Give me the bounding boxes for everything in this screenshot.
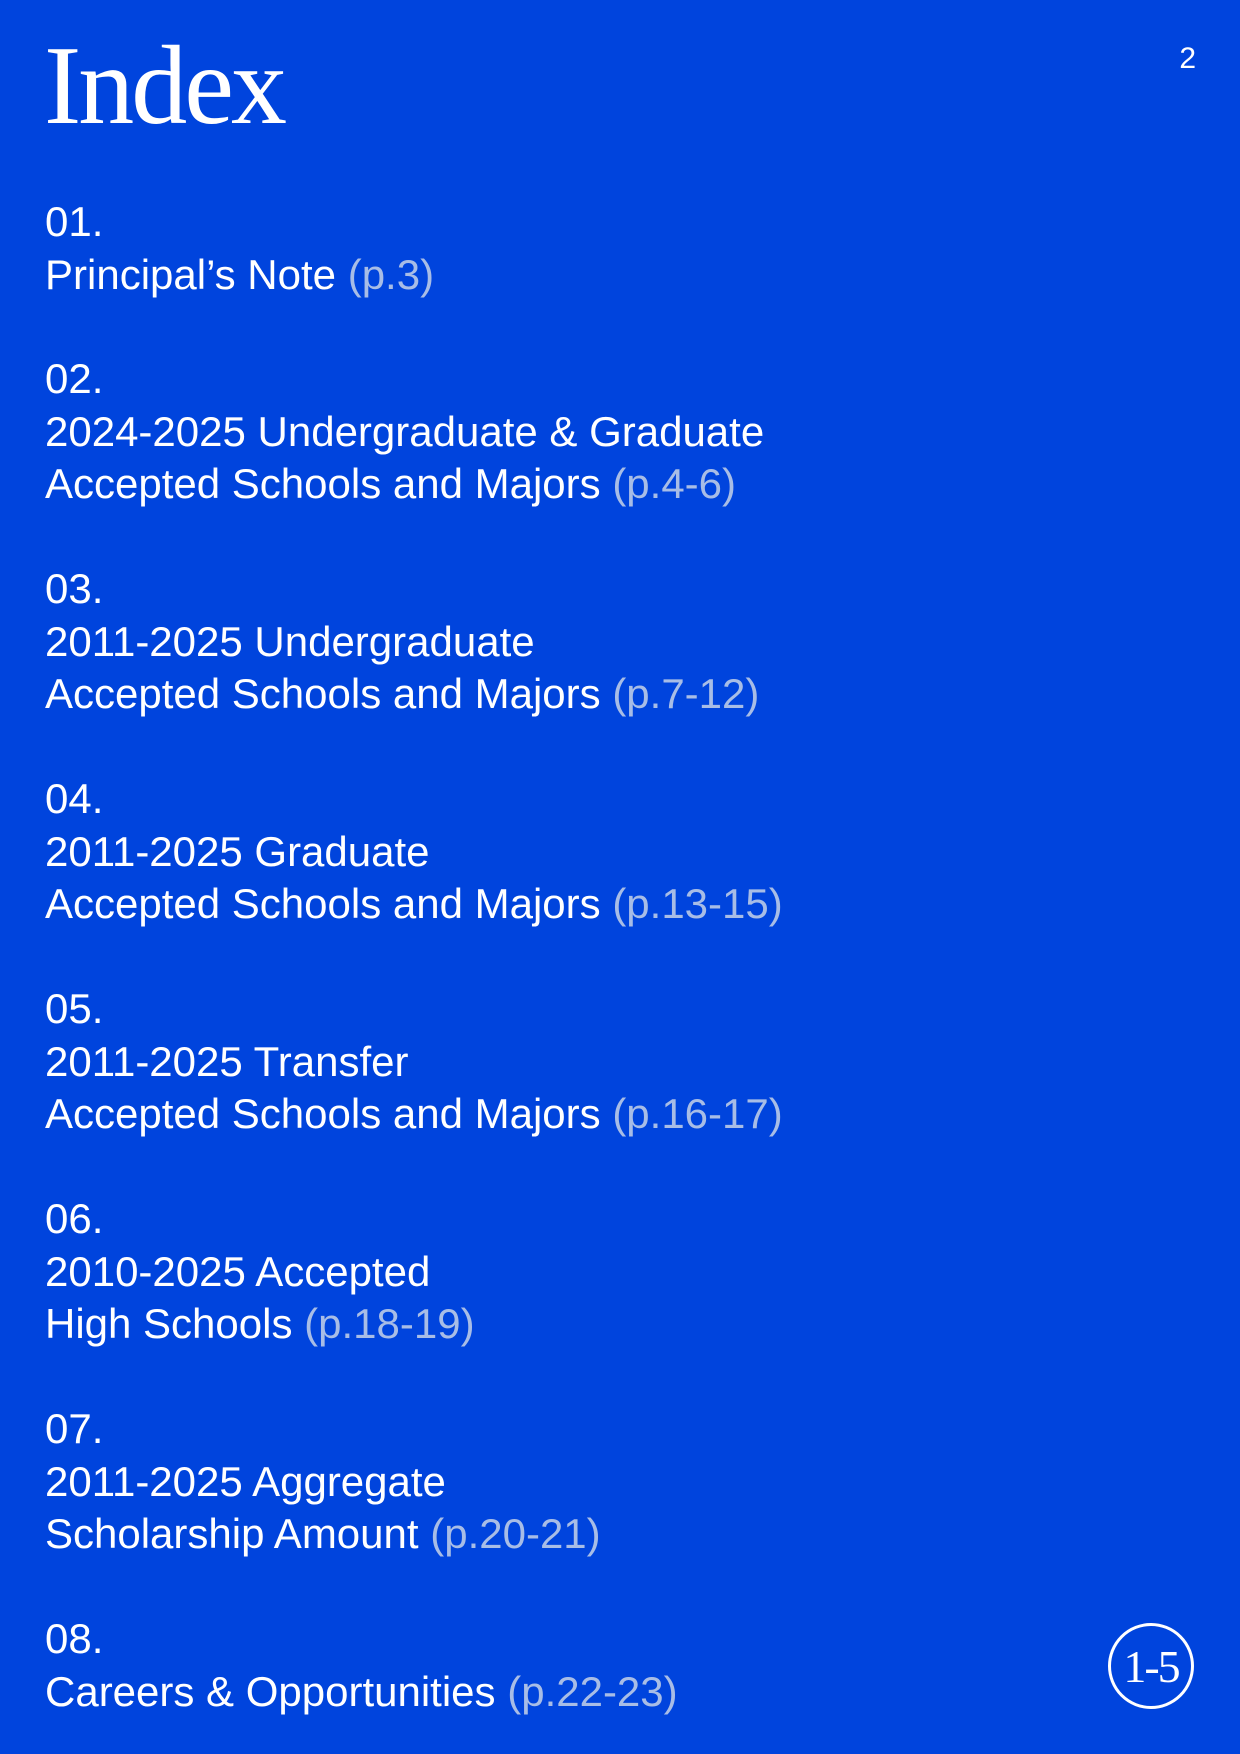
entry-page-range: (p.18-19) [304, 1300, 475, 1347]
entry-page-range: (p.4-6) [612, 460, 737, 507]
entry-page-range: (p.16-17) [612, 1090, 783, 1137]
entry-title-line [45, 1298, 475, 1351]
entry-title: Careers & Opportunities [45, 1667, 496, 1715]
page-number: 2 [1179, 42, 1196, 75]
entry-title-line [45, 1508, 601, 1561]
entry-title-line: 2011-2025 Aggregate [45, 1457, 446, 1505]
toc-entry-06[interactable] [45, 1193, 475, 1351]
entry-number: 05. [45, 985, 104, 1032]
entry-title-line: 2011-2025 Graduate [45, 827, 430, 875]
entry-title: Accepted Schools and Majors [45, 670, 601, 717]
entry-page-range: (p.20-21) [430, 1510, 601, 1557]
entry-number: 07. [45, 1405, 104, 1452]
section-range-badge: 1-5 [1108, 1623, 1194, 1709]
entry-title-line [45, 249, 434, 302]
entry-title-line [45, 1088, 783, 1141]
entry-title: Scholarship Amount [45, 1510, 419, 1557]
entry-title: Accepted Schools and Majors [45, 1090, 601, 1137]
entry-page-range: (p.22-23) [507, 1667, 678, 1715]
entry-title-line: 2011-2025 Transfer [45, 1037, 409, 1085]
entry-title-line: 2010-2025 Accepted [45, 1247, 431, 1295]
entry-title: Principal’s Note [45, 250, 337, 298]
toc-entry-02[interactable] [45, 353, 764, 511]
toc-entry-04[interactable] [45, 773, 783, 931]
toc-entry-03[interactable] [45, 563, 759, 721]
entry-page-range: (p.13-15) [612, 880, 783, 927]
entry-title: Accepted Schools and Majors [45, 880, 601, 927]
entry-number: 02. [45, 355, 104, 402]
entry-title: Accepted Schools and Majors [45, 460, 601, 507]
entry-number: 04. [45, 775, 104, 822]
entry-number: 06. [45, 1195, 104, 1242]
entry-title-line: 2011-2025 Undergraduate [45, 617, 535, 665]
toc-entry-07[interactable] [45, 1403, 601, 1561]
entry-number: 01. [45, 198, 104, 245]
toc-entry-08[interactable] [45, 1613, 678, 1718]
entry-page-range: (p.3) [347, 250, 435, 298]
entry-title-line: 2024-2025 Undergraduate & Graduate [45, 407, 765, 455]
entry-title-line [45, 668, 759, 721]
entry-title-line [45, 1666, 678, 1719]
entry-number: 08. [45, 1615, 104, 1662]
entry-title-line [45, 458, 764, 511]
toc-entry-01[interactable] [45, 196, 434, 301]
entry-number: 03. [45, 565, 104, 612]
entry-title-line [45, 878, 783, 931]
entry-title: High Schools [45, 1300, 293, 1347]
toc-entry-05[interactable] [45, 983, 783, 1141]
page-title: Index [44, 24, 285, 148]
entry-page-range: (p.7-12) [612, 670, 760, 717]
